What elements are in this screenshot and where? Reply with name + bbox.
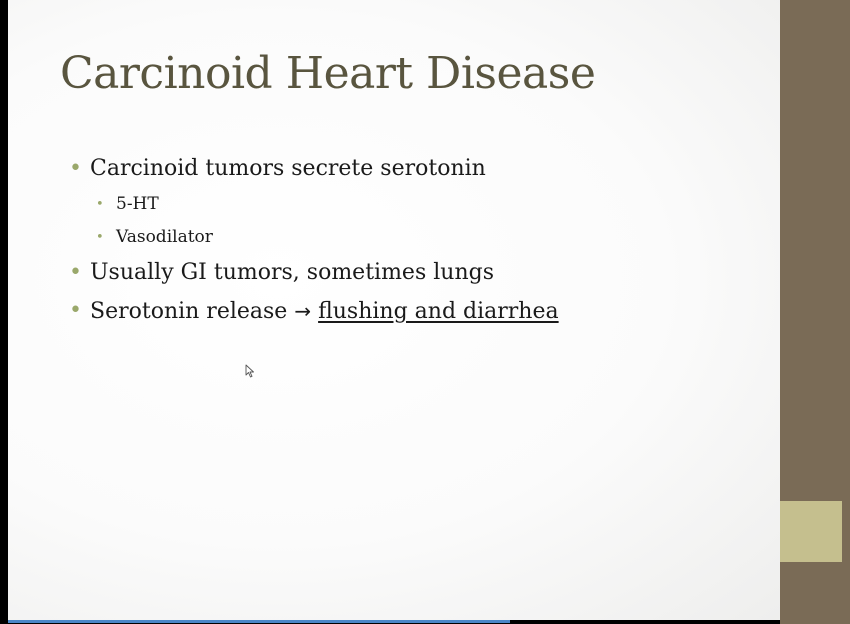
- sub-bullet-item: [68, 188, 559, 221]
- bullet-dot-icon: •: [69, 156, 82, 181]
- bullet-text: Usually GI tumors, sometimes lungs: [90, 260, 494, 285]
- sub-bullet-text: Vasodilator: [116, 227, 213, 247]
- bullet-dot-icon: •: [69, 298, 82, 323]
- bullet-dot-icon: •: [96, 197, 104, 212]
- bullet-dot-icon: •: [69, 260, 82, 285]
- sub-bullet-text: 5-HT: [116, 194, 159, 214]
- bullet-text: Carcinoid tumors secrete serotonin: [90, 156, 486, 181]
- mouse-pointer-icon: [245, 364, 255, 378]
- slide-title: Carcinoid Heart Disease: [60, 48, 596, 99]
- bullet-emphasis-text: flushing and diarrhea: [318, 299, 559, 324]
- sub-bullet-item: [68, 221, 559, 254]
- bullet-item: [68, 150, 559, 188]
- bullet-item: [68, 292, 559, 331]
- bullet-dot-icon: •: [96, 230, 104, 245]
- right-arrow-icon: →: [294, 299, 312, 323]
- decorative-sidebar-accent: [780, 501, 842, 562]
- slide-canvas: [8, 0, 780, 620]
- bullet-text: Serotonin release: [90, 299, 288, 324]
- video-progress-line: [8, 620, 510, 623]
- bullet-list: [68, 150, 559, 331]
- bullet-item: [68, 254, 559, 292]
